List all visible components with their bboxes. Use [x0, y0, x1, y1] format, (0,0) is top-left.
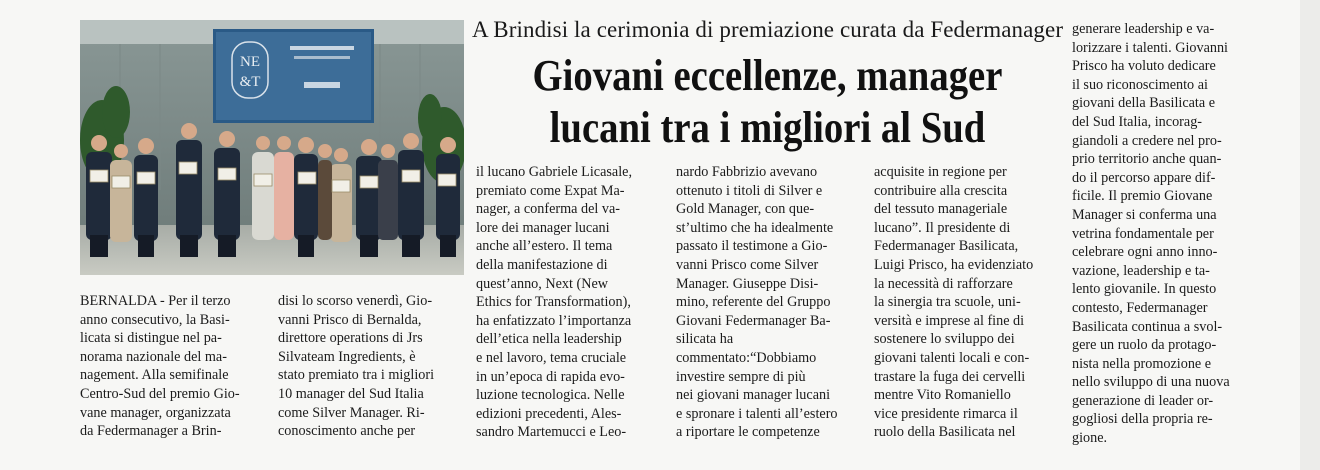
screen-logo-text-bottom: &T [239, 74, 261, 90]
article-text-line: ruolo della Basilicata nel [874, 424, 1016, 441]
article-text-line: ottenuto i titoli di Silver e [676, 182, 823, 199]
article-text-line: nager, a conferma del va- [476, 201, 620, 218]
article-text-line: da Federmanager a Brin- [80, 423, 222, 440]
article-text-line: giovani della Basilicata e [1072, 95, 1216, 112]
article-text-line: norama nazionale del ma- [80, 348, 227, 365]
article-text-line: del Sud Italia, incorag- [1072, 113, 1203, 130]
article-text-line: edizioni precedenti, Ales- [476, 405, 622, 422]
article-text-line: do il percorso appare dif- [1072, 169, 1216, 186]
article-text-line: trastare la fuga dei cervelli [874, 368, 1026, 385]
article-text-line: BERNALDA - Per il terzo [80, 293, 231, 309]
article-text-line: ha enfatizzato l’importanza [476, 312, 632, 329]
article-text-line: mentre Vito Romaniello [874, 387, 1011, 404]
article-text-line: Federmanager Basilicata, [874, 238, 1019, 255]
article-text-line: giandoli a credere nel pro- [1072, 132, 1222, 149]
article-text-line: vice presidente rimarca il [874, 405, 1018, 422]
article-text-line: silicata ha [676, 331, 734, 348]
article-text-line: la sinergia tra scuole, uni- [874, 294, 1021, 311]
article-text-line: e nel lavoro, tema cruciale [476, 349, 627, 366]
article-text-line: Manager. Giuseppe Disi- [676, 275, 819, 292]
article-text-line: come Silver Manager. Ri- [278, 404, 425, 421]
article-text-line: nardo Fabbrizio avevano [676, 164, 818, 180]
article-text-line: Ethics for Transformation), [476, 294, 631, 311]
article-text-line: Gold Manager, con que- [676, 201, 815, 218]
article-text-line: mino, referente del Gruppo [676, 294, 831, 311]
article-text-line: disi lo scorso venerdì, Gio- [278, 293, 433, 309]
article-text-line: del tessuto manageriale [874, 201, 1008, 218]
article-column-4 [676, 163, 866, 442]
article-text-line: e spronare i talenti all’estero [676, 405, 838, 422]
article-text-line: Silvateam Ingredients, è [278, 348, 416, 365]
headline-line-2: lucani tra i migliori al Sud [549, 103, 986, 152]
article-text-line: conoscimento anche per [278, 423, 416, 440]
article-text-line: quest’anno, Next (New [476, 275, 608, 292]
article-column-6 [1072, 20, 1264, 448]
article-text-line: generazione di leader or- [1072, 392, 1214, 409]
article-text-line: il lucano Gabriele Licasale, [476, 164, 632, 180]
article-text-line: versità e imprese al fine di [874, 312, 1025, 329]
article-text-line: contesto, Federmanager [1072, 299, 1208, 316]
article-text-line: a riportare le competenze [676, 424, 820, 441]
article-text-line: direttore operations di Jrs [278, 330, 423, 347]
article-text-line: licata si distingue nel pa- [80, 330, 222, 347]
article-text-line: st’ultimo che ha idealmente [676, 219, 834, 236]
article-text-line: ficile. Il premio Giovane [1072, 188, 1213, 205]
article-text-line: acquisite in regione per [874, 164, 1007, 180]
article-column-1 [80, 292, 266, 441]
article-column-5 [874, 163, 1064, 442]
article-text-line: luzione tecnologica. Nelle [476, 387, 625, 404]
article-text-line: generare leadership e va- [1072, 21, 1215, 37]
article-kicker: A Brindisi la cerimonia di premiazione curata da Federmanager [472, 17, 1064, 42]
article-text-line: Giovani Federmanager Ba- [676, 312, 831, 329]
article-text-line: lento giovanile. In questo [1072, 281, 1217, 298]
article-text-line: contribuire alla crescita [874, 182, 1008, 199]
article-column-3 [476, 163, 666, 442]
award-ceremony-photo [80, 20, 464, 275]
article-text-line: sostenere lo sviluppo dei [874, 331, 1015, 348]
article-text-line: gere un ruolo da protago- [1072, 337, 1217, 354]
article-text-line: Manager si conferma una [1072, 206, 1217, 223]
page-edge [1300, 0, 1320, 470]
article-text-line: giovani talenti locali e con- [874, 349, 1030, 366]
article-text-line: celebrare ogni anno inno- [1072, 244, 1218, 261]
article-text-line: premiato come Expat Ma- [476, 182, 625, 199]
article-text-line: stato premiato tra i migliori [278, 367, 435, 384]
article-text-line: Luigi Prisco, ha evidenziato [874, 256, 1034, 273]
article-text-line: il suo riconoscimento ai [1072, 76, 1208, 93]
article-text-line: vanni Prisco di Bernalda, [278, 311, 422, 328]
article-text-line: vane manager, organizzata [80, 404, 231, 421]
article-headline [475, 50, 1060, 154]
article-text-line: lucano”. Il presidente di [874, 219, 1011, 236]
article-text-line: lore dei manager lucani [476, 219, 610, 236]
article-text-line: lorizzare i talenti. Giovanni [1072, 39, 1229, 56]
headline-line-1: Giovani eccellenze, manager [532, 51, 1003, 100]
article-text-line: investire sempre di più [676, 368, 806, 385]
article-text-line: anno consecutivo, la Basi- [80, 311, 230, 328]
article-text-line: nei giovani manager lucani [676, 387, 831, 404]
article-text-line: anche all’estero. Il tema [476, 238, 613, 255]
article-text-line: nagement. Alla semifinale [80, 367, 229, 384]
article-text-line: dell’etica nella leadership [476, 331, 622, 348]
article-text-line: Prisco ha voluto dedicare [1072, 58, 1216, 75]
article-text-line: 10 manager del Sud Italia [278, 385, 424, 402]
article-text-line: la necessità di rafforzare [874, 275, 1013, 292]
screen-logo-text-top: NE [240, 54, 260, 70]
article-text-line: gione. [1072, 430, 1108, 447]
article-text-line: della manifestazione di [476, 256, 608, 273]
article-column-2 [278, 292, 466, 441]
article-text-line: Centro-Sud del premio Gio- [80, 385, 240, 402]
article-text-line: gogliosi della propria re- [1072, 411, 1213, 428]
article-text-line: Basilicata continua a svol- [1072, 318, 1223, 335]
article-text-line: nista nella promozione e [1072, 355, 1212, 372]
article-text-line: passato il testimone a Gio- [676, 238, 828, 255]
article-text-line: nello sviluppo di una nuova [1072, 374, 1230, 391]
article-text-line: prio territorio anche quan- [1072, 151, 1222, 168]
article-text-line: vetrina fondamentale per [1072, 225, 1214, 242]
article-text-line: vanni Prisco come Silver [676, 256, 819, 273]
article-text-line: vazione, leadership e ta- [1072, 262, 1210, 279]
article-text-line: sandro Martemucci e Leo- [476, 424, 627, 441]
article-text-line: commentato:“Dobbiamo [676, 349, 817, 366]
article-text-line: in un’epoca di rapida evo- [476, 368, 625, 385]
